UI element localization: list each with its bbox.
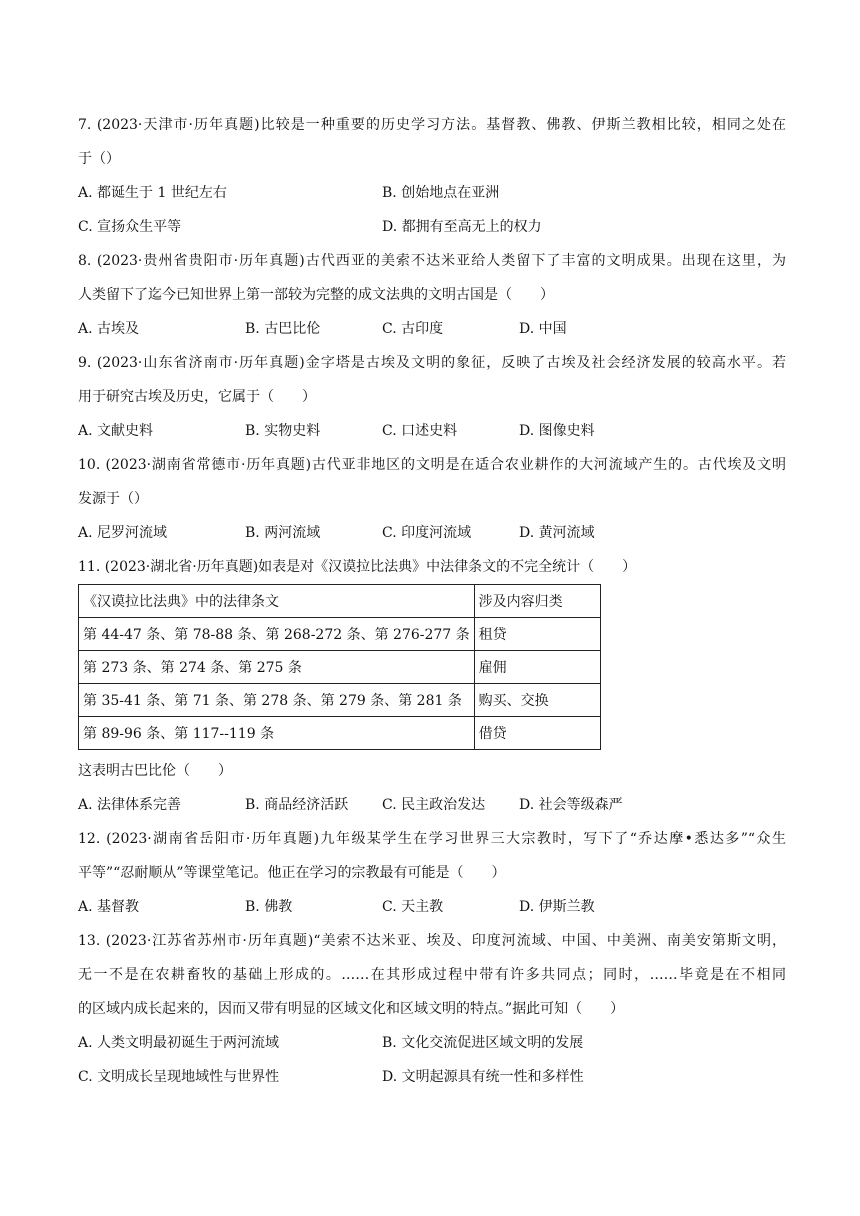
table-row [79, 717, 601, 750]
question-stem: 7. (2023·天津市·历年真题)比较是一种重要的历史学习方法。基督教、佛教、伊斯兰教相比较，相同之处在 [78, 117, 786, 133]
question-stem: 这表明古巴比伦（ ） [78, 763, 232, 779]
question-stem: 平等”“忍耐顺从”等课堂笔记。他正在学习的宗教最有可能是（ ） [78, 865, 506, 881]
table-cell: 借贷 [474, 717, 600, 750]
option-b[interactable]: B. 创始地点在亚洲 [382, 185, 500, 201]
question-stem: 发源于（） [78, 491, 148, 507]
option-row [78, 516, 786, 550]
table-cell: 第 44-47 条、第 78-88 条、第 268-272 条、第 276-277 条 [79, 618, 475, 651]
option-d[interactable]: D. 伊斯兰教 [519, 899, 595, 915]
option-c[interactable]: C. 天主教 [382, 899, 444, 915]
question-stem: 于（） [78, 151, 120, 167]
table-cell: 第 273 条、第 274 条、第 275 条 [79, 651, 475, 684]
option-b[interactable]: B. 文化交流促进区域文明的发展 [382, 1035, 584, 1051]
table-cell: 第 35-41 条、第 71 条、第 278 条、第 279 条、第 281 条 [79, 684, 475, 717]
question-7 [78, 108, 786, 244]
table-cell: 第 89-96 条、第 117--119 条 [79, 717, 475, 750]
question-11 [78, 550, 786, 822]
question-stem: 人类留下了迄今已知世界上第一部较为完整的成文法典的文明古国是（ ） [78, 287, 554, 303]
option-row [78, 414, 786, 448]
option-row [78, 1060, 786, 1094]
question-stem: 13. (2023·江苏省苏州市·历年真题)“美索不达米亚、埃及、印度河流域、中国、中美洲、南美安第斯文明， [78, 933, 786, 949]
question-stem: 8. (2023·贵州省贵阳市·历年真题)古代西亚的美索不达米亚给人类留下了丰富的文明成果。出现在这里，为 [78, 253, 786, 269]
question-stem: 11. (2023·湖北省·历年真题)如表是对《汉谟拉比法典》中法律条文的不完全统计（ ） [78, 559, 637, 575]
option-row [78, 176, 786, 210]
option-b[interactable]: B. 佛教 [245, 899, 293, 915]
question-9 [78, 346, 786, 448]
option-row [78, 788, 786, 822]
table-cell: 雇佣 [474, 651, 600, 684]
option-c[interactable]: C. 民主政治发达 [382, 797, 486, 813]
option-d[interactable]: D. 文明起源具有统一性和多样性 [382, 1069, 584, 1085]
table-header-cell: 《汉谟拉比法典》中的法律条文 [79, 585, 475, 618]
option-row [78, 210, 786, 244]
option-a[interactable]: A. 法律体系完善 [78, 797, 182, 813]
option-b[interactable]: B. 两河流域 [245, 525, 321, 541]
table-row [79, 651, 601, 684]
option-d[interactable]: D. 图像史料 [519, 423, 595, 439]
option-d[interactable]: D. 社会等级森严 [519, 797, 623, 813]
option-c[interactable]: C. 印度河流域 [382, 525, 472, 541]
question-13 [78, 924, 786, 1094]
question-stem: 10. (2023·湖南省常德市·历年真题)古代亚非地区的文明是在适合农业耕作的大河流域产生的。古代埃及文明 [78, 457, 786, 473]
option-row [78, 312, 786, 346]
table-header-cell: 涉及内容归类 [474, 585, 600, 618]
question-10 [78, 448, 786, 550]
option-c[interactable]: C. 古印度 [382, 321, 444, 337]
question-stem: 的区域内成长起来的，因而又带有明显的区域文化和区域文明的特点。”据此可知（ ） [78, 1001, 625, 1017]
option-a[interactable]: A. 尼罗河流域 [78, 525, 168, 541]
exam-page [78, 108, 786, 1094]
option-b[interactable]: B. 实物史料 [245, 423, 321, 439]
table-cell: 租贷 [474, 618, 600, 651]
option-c[interactable]: C. 文明成长呈现地域性与世界性 [78, 1069, 280, 1085]
option-b[interactable]: B. 商品经济活跃 [245, 797, 349, 813]
question-stem: 用于研究古埃及历史，它属于（ ） [78, 389, 316, 405]
question-stem: 无一不是在农耕畜牧的基础上形成的。……在其形成过程中带有许多共同点；同时，……毕竟是在不相同 [78, 967, 786, 983]
option-a[interactable]: A. 人类文明最初诞生于两河流域 [78, 1035, 280, 1051]
table-cell: 购买、交换 [474, 684, 600, 717]
option-a[interactable]: A. 都诞生于 1 世纪左右 [78, 185, 227, 201]
law-table [78, 584, 601, 750]
option-a[interactable]: A. 文献史料 [78, 423, 154, 439]
option-c[interactable]: C. 口述史料 [382, 423, 458, 439]
option-a[interactable]: A. 古埃及 [78, 321, 140, 337]
option-a[interactable]: A. 基督教 [78, 899, 140, 915]
option-b[interactable]: B. 古巴比伦 [245, 321, 321, 337]
option-d[interactable]: D. 都拥有至高无上的权力 [382, 219, 542, 235]
option-d[interactable]: D. 中国 [519, 321, 567, 337]
option-d[interactable]: D. 黄河流域 [519, 525, 595, 541]
question-12 [78, 822, 786, 924]
table-row [79, 684, 601, 717]
question-stem: 9. (2023·山东省济南市·历年真题)金字塔是古埃及文明的象征，反映了古埃及社会经济发展的较高水平。若 [78, 355, 786, 371]
table-row [79, 618, 601, 651]
option-row [78, 890, 786, 924]
option-c[interactable]: C. 宣扬众生平等 [78, 219, 182, 235]
option-row [78, 1026, 786, 1060]
table-header-row [79, 585, 601, 618]
question-stem: 12. (2023·湖南省岳阳市·历年真题)九年级某学生在学习世界三大宗教时，写下了“乔达摩•悉达多”“众生 [78, 831, 786, 847]
question-8 [78, 244, 786, 346]
